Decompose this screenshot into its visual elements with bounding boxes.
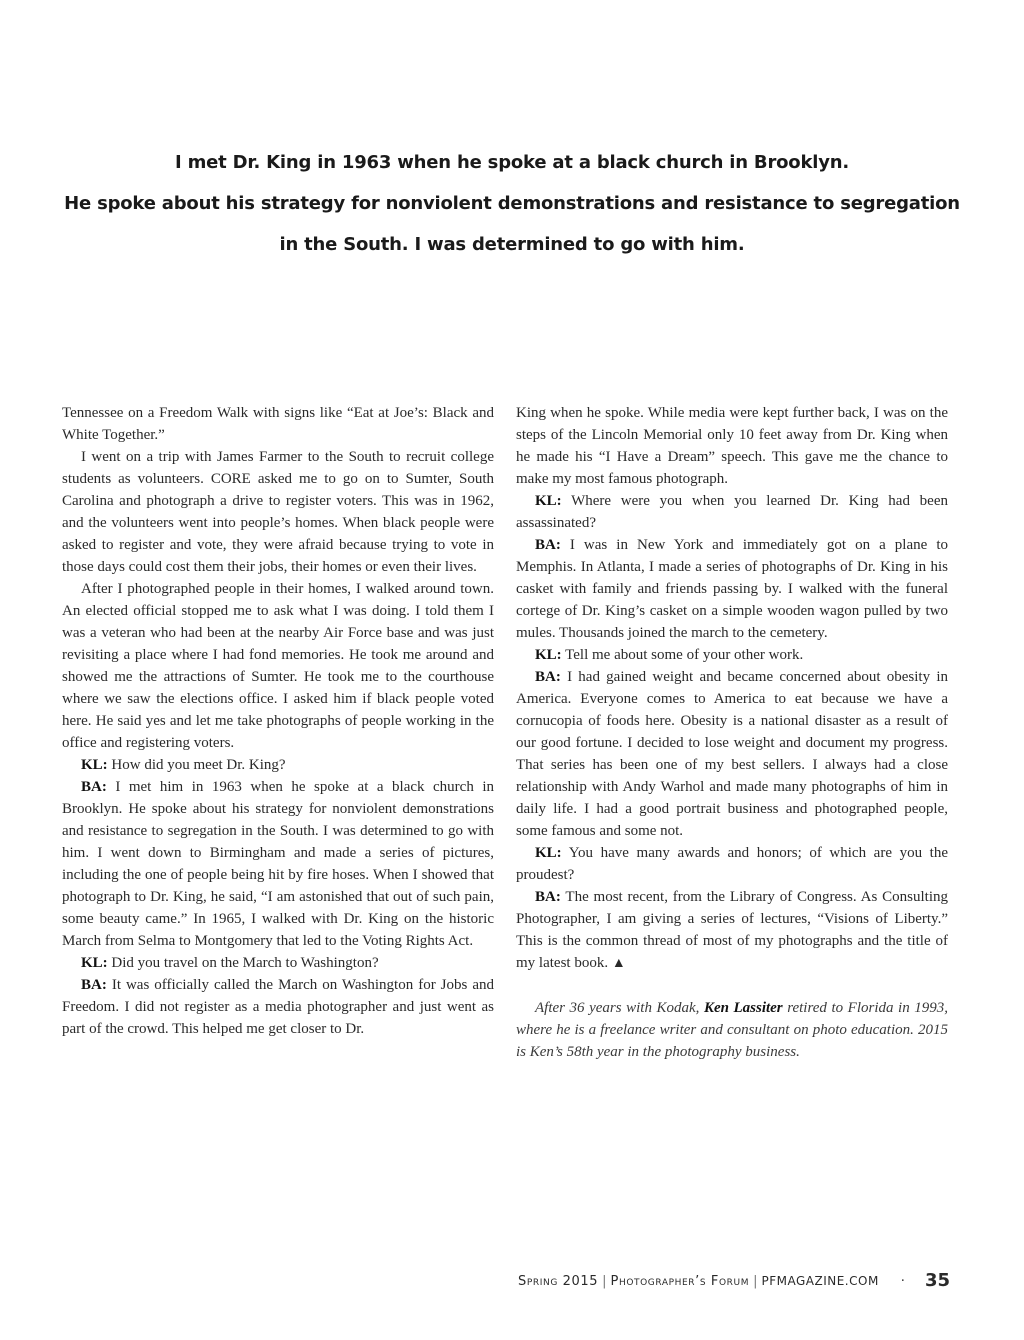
pull-quote — [62, 142, 962, 265]
pull-quote-line-1: I met Dr. King in 1963 when he spoke at a black church in Brooklyn. — [175, 152, 849, 173]
article-column-left — [62, 402, 494, 1040]
paragraph: After I photographed people in their homes, I walked around town. An elected official stopped me to ask what I was doing. I told them I was a veteran who had been at the nearby Air Force base and was just revisiting a place where I had fond memories. He took me around and showed me the attractions of Sumter. He took me to the courthouse where we saw the elections office. I asked him if black people voted here. He said yes and let me take photographs of people working in the office and registering voters. — [62, 581, 494, 751]
question-text: How did you meet Dr. King? — [107, 757, 286, 773]
speaker-label: BA: — [81, 779, 107, 795]
answer-paragraph — [516, 886, 948, 975]
end-mark-icon: ▲ — [611, 956, 626, 971]
paragraph: Tennessee on a Freedom Walk with signs like “Eat at Joe’s: Black and White Together.” — [62, 405, 494, 443]
speaker-label: KL: — [81, 955, 108, 971]
bio-suffix: retired to Florida in 1993, where he is a freelance writer and consultant on photo education. 2015 is Ken’s 58th year in the photography business. — [516, 1000, 948, 1060]
answer-text: The most recent, from the Library of Congress. As Consulting Photographer, I am giving a series of lectures, “Visions of Liberty.” This is the common thread of most of my photographs and the title of my latest book. — [516, 889, 948, 971]
answer-paragraph — [516, 666, 948, 842]
article-column-right — [516, 402, 948, 1063]
footer-separator: | — [753, 1274, 758, 1289]
bio-prefix: After 36 years with Kodak, — [535, 1000, 704, 1016]
speaker-label: BA: — [535, 669, 561, 685]
speaker-label: KL: — [535, 493, 562, 509]
answer-text: I met him in 1963 when he spoke at a black church in Brooklyn. He spoke about his strategy for nonviolent demonstrations and resistance to segregation in the South. I was determined to go with him. I went down to Birmingham and made a series of pictures, including the one of people being hit by fire hoses. When I showed that photograph to Dr. King, he said, “I am astonished that out of such pain, some beauty came.” In 1965, I walked with Dr. King on the historic March from Selma to Montgomery that led to the Voting Rights Act. — [62, 779, 494, 949]
question-paragraph — [62, 952, 494, 974]
question-text: Tell me about some of your other work. — [561, 647, 804, 663]
speaker-label: KL: — [535, 647, 562, 663]
author-bio — [516, 997, 948, 1063]
page-footer — [518, 1270, 950, 1291]
speaker-label: KL: — [81, 757, 108, 773]
question-paragraph — [516, 644, 948, 666]
pull-quote-line-2: He spoke about his strategy for nonviolent demonstrations and resistance to segregation — [64, 193, 960, 214]
footer-magazine: Photographer’s Forum — [610, 1274, 750, 1289]
speaker-label: BA: — [81, 977, 107, 993]
question-text: You have many awards and honors; of which are you the proudest? — [516, 845, 948, 883]
answer-text: It was officially called the March on Washington for Jobs and Freedom. I did not register as a media photographer and just went as part of the crowd. This helped me get closer to Dr. — [62, 977, 494, 1037]
footer-separator: | — [602, 1274, 607, 1289]
question-paragraph — [516, 842, 948, 886]
question-text: Did you travel on the March to Washington? — [107, 955, 379, 971]
question-paragraph — [62, 754, 494, 776]
page-number: 35 — [924, 1270, 950, 1291]
paragraph: I went on a trip with James Farmer to the South to recruit college students as volunteers. CORE asked me to go on to Sumter, South Carolina and photograph a drive to register voters. This was in 1962, and the volunteers went into people’s homes. When black people were asked to register and vote, they were afraid because trying to vote in those days could cost them their jobs, their homes or even their lives. — [62, 449, 494, 575]
answer-paragraph — [62, 974, 494, 1040]
answer-text: I had gained weight and became concerned about obesity in America. Everyone comes to America to eat because we have a cornucopia of foods here. Obesity is a national disaster as a result of our good fortune. I decided to lose weight and document my progress. That series has been one of my best sellers. I always had a close relationship with Andy Warhol and made many photographs of him in daily life. I had a good portrait business and photographed people, some famous and some not. — [516, 669, 948, 839]
question-text: Where were you when you learned Dr. King had been assassinated? — [516, 493, 948, 531]
question-paragraph — [516, 490, 948, 534]
speaker-label: KL: — [535, 845, 562, 861]
speaker-label: BA: — [535, 889, 561, 905]
answer-paragraph — [516, 534, 948, 644]
answer-paragraph — [62, 776, 494, 952]
footer-website: PFMAGAZINE.COM — [761, 1274, 879, 1288]
author-name: Ken Lassiter — [703, 1000, 783, 1016]
speaker-label: BA: — [535, 537, 561, 553]
paragraph: King when he spoke. While media were kept further back, I was on the steps of the Lincoln Memorial only 10 feet away from Dr. King when he made his “I Have a Dream” speech. This gave me the chance to make my most famous photograph. — [516, 405, 948, 487]
footer-issue: Spring 2015 — [518, 1274, 599, 1289]
footer-dot: · — [900, 1274, 905, 1289]
pull-quote-line-3: in the South. I was determined to go with him. — [279, 234, 745, 255]
answer-text: I was in New York and immediately got on a plane to Memphis. In Atlanta, I made a series of photographs of Dr. King in his casket with family and friends passing by. I walked with the funeral cortege of Dr. King’s casket on a simple wooden wagon pulled by two mules. Thousands joined the march to the cemetery. — [516, 537, 948, 641]
